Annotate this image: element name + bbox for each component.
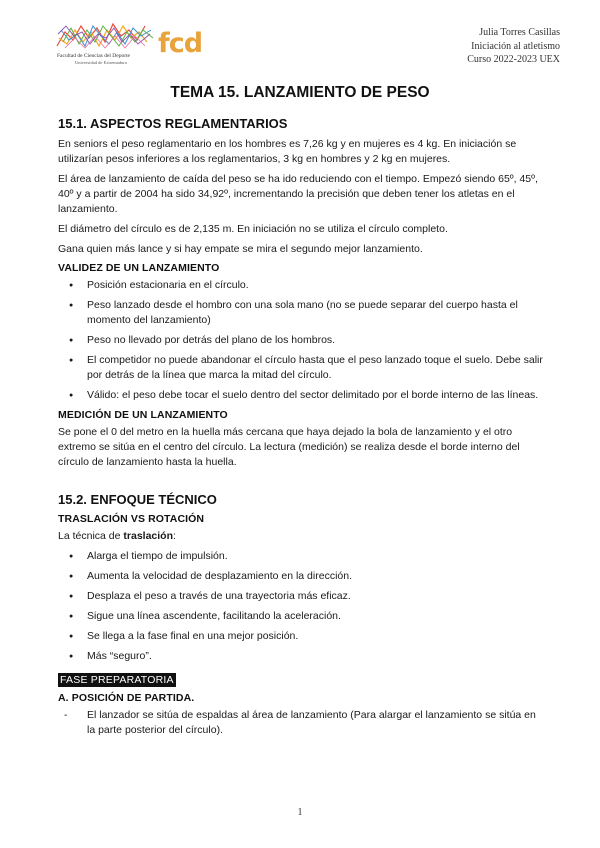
document-body	[58, 116, 546, 738]
paragraph: En seniors el peso reglamentario en los hombres es 7,26 kg y en mujeres es 4 kg. En iniciación se utilizarían pesos inferiores a los reglamentarios, 3 kg en hombres y 2 kg en mujeres.	[58, 138, 517, 165]
intro-suffix: :	[173, 530, 176, 542]
subheading-translation-vs-rotation: TRASLACIÓN VS ROTACIÓN	[58, 513, 205, 525]
document-title: TEMA 15. LANZAMIENTO DE PESO	[170, 84, 430, 101]
logo-mark: fcd	[158, 28, 203, 59]
intro-prefix: La técnica de	[58, 530, 124, 542]
list-item: ● Se llega a la fase final en una mejor posición.	[58, 629, 546, 644]
validity-list	[58, 278, 546, 403]
paragraph: Se pone el 0 del metro en la huella más cercana que haya dejado la bola de lanzamiento y el otro extremo se sitúa en el centro del círculo. La lectura (medición) se realiza desde el borde interno del círculo de lanzamiento hasta la huella.	[58, 426, 520, 468]
subheading-measurement: MEDICIÓN DE UN LANZAMIENTO	[58, 409, 228, 421]
translation-list	[58, 549, 546, 664]
list-item: ● Peso lanzado desde el hombro con una sola mano (no se puede separar del cuerpo hasta el momento del lanzamiento)	[58, 298, 546, 328]
author-name: Julia Torres Casillas	[479, 27, 560, 38]
intro-paragraph	[58, 529, 546, 544]
list-item: ● Sigue una línea ascendente, facilitando la aceleración.	[58, 609, 546, 624]
list-item: ● Aumenta la velocidad de desplazamiento en la dirección.	[58, 569, 546, 584]
list-item: ● Desplaza el peso a través de una trayectoria más eficaz.	[58, 589, 546, 604]
paragraph: El diámetro del círculo es de 2,135 m. En iniciación no se utiliza el círculo completo.	[58, 223, 448, 235]
list-item: ● Más “seguro”.	[58, 649, 546, 664]
list-item: ● Peso no llevado por detrás del plano de los hombros.	[58, 333, 546, 348]
subheading-validity: VALIDEZ DE UN LANZAMIENTO	[58, 262, 220, 274]
faculty-logo	[55, 18, 203, 70]
logo-caption: Facultad de Ciencias del Deporte	[57, 53, 131, 59]
course-year: Curso 2022-2023 UEX	[467, 54, 560, 65]
list-item: ● Alarga el tiempo de impulsión.	[58, 549, 546, 564]
paragraph: Gana quien más lance y si hay empate se mira el segundo mejor lanzamiento.	[58, 243, 423, 255]
subheading-starting-position: A. POSICIÓN DE PARTIDA.	[58, 692, 195, 704]
logo-subcaption: Universidad de Extremadura	[75, 60, 127, 65]
header-info	[467, 26, 560, 67]
section-heading-regulations: 15.1. ASPECTOS REGLAMENTARIOS	[58, 116, 288, 131]
list-item: - El lanzador se sitúa de espaldas al área de lanzamiento (Para alargar el lanzamiento se sitúa en la parte posterior del círculo).	[58, 708, 546, 738]
list-item: ● Posición estacionaria en el círculo.	[58, 278, 546, 293]
paragraph: El área de lanzamiento de caída del peso se ha ido reduciendo con el tiempo. Empezó siendo 65º, 45º, 40º y a partir de 2004 ha sido 34,92º, incrementando la precisión que deben tener los atletas en el lanzamiento.	[58, 173, 538, 215]
position-list	[58, 708, 546, 738]
page-number: 1	[297, 807, 303, 818]
subject-name: Iniciación al atletismo	[471, 40, 560, 52]
list-item: ● Válido: el peso debe tocar el suelo dentro del sector delimitado por el borde interno de las líneas.	[58, 388, 546, 403]
list-item: ● El competidor no puede abandonar el círculo hasta que el peso lanzado toque el suelo. Debe salir por detrás de la línea que marca la mitad del círculo.	[58, 353, 546, 383]
section-heading-technique: 15.2. ENFOQUE TÉCNICO	[58, 492, 217, 507]
phase-label: FASE PREPARATORIA	[60, 674, 174, 686]
logo-graphic	[55, 18, 160, 54]
intro-bold-term: traslación	[123, 530, 173, 542]
